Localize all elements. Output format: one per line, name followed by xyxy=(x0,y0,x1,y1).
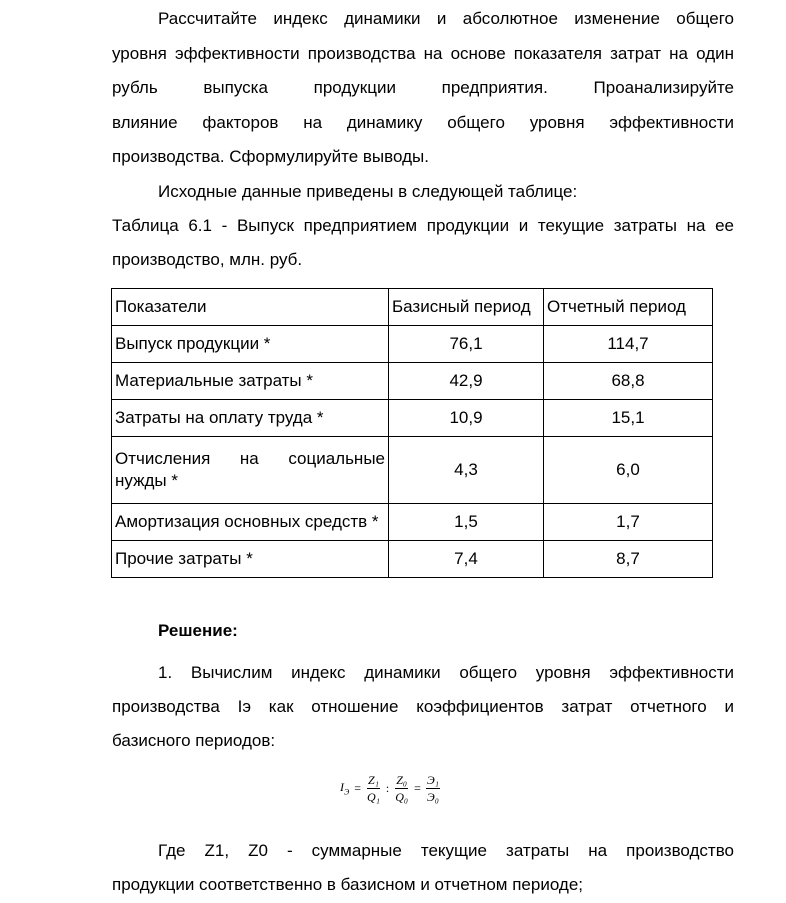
step1-line-3: базисного периодов: xyxy=(112,731,276,750)
row-name: Материальные затраты * xyxy=(112,363,389,400)
row-base: 42,9 xyxy=(389,363,544,400)
table-row xyxy=(112,400,713,437)
header-base-period: Базисный период xyxy=(389,289,544,326)
row-base: 76,1 xyxy=(389,326,544,363)
row-name: Выпуск продукции * xyxy=(112,326,389,363)
table-caption-line-1: Таблица 6.1 - Выпуск предприятием продукции и текущие затраты на ее xyxy=(112,216,734,235)
table-row xyxy=(112,504,713,541)
where-line-1: Где Z1, Z0 - суммарные текущие затраты на производство xyxy=(158,841,734,860)
task-line-3: рубль выпуска продукции предприятия. Проанализируйте xyxy=(112,78,734,97)
task-line-5: производства. Сформулируйте выводы. xyxy=(112,147,429,166)
source-note: Исходные данные приведены в следующей таблице: xyxy=(158,182,578,201)
formula-lhs: $I_Э$ xyxy=(340,780,350,797)
header-report-period: Отчетный период xyxy=(544,289,713,326)
row-name: Затраты на оплату труда * xyxy=(112,400,389,437)
row-name: Прочие затраты * xyxy=(112,541,389,578)
row-report: 68,8 xyxy=(544,363,713,400)
data-table xyxy=(111,288,713,578)
table-caption-line-2: производство, млн. руб. xyxy=(112,250,303,269)
task-line-1: Рассчитайте индекс динамики и абсолютное изменение общего xyxy=(158,9,734,28)
row-report: 1,7 xyxy=(544,504,713,541)
row-base: 7,4 xyxy=(389,541,544,578)
row-name: Амортизация основных средств * xyxy=(112,504,389,541)
task-line-2: уровня эффективности производства на основе показателя затрат на один xyxy=(112,44,734,63)
row-name: Отчисления на социальные нужды * xyxy=(112,437,389,504)
formula-divide: : xyxy=(385,781,390,795)
row-report: 6,0 xyxy=(544,437,713,504)
row-base: 4,3 xyxy=(389,437,544,504)
step1-line-2: производства Iэ как отношение коэффициентов затрат отчетного и xyxy=(112,697,734,716)
table-row xyxy=(112,541,713,578)
formula-fraction-base: $\frac{\text{Z₀}}{\text{Q₀}}$ xyxy=(395,773,409,804)
row-base: 1,5 xyxy=(389,504,544,541)
table-header-row xyxy=(112,289,713,326)
row-base: 10,9 xyxy=(389,400,544,437)
step1-line-1: 1. Вычислим индекс динамики общего уровня эффективности xyxy=(158,663,734,682)
formula-equals-2: = xyxy=(414,781,421,795)
table-row xyxy=(112,363,713,400)
where-line-2: продукции соответственно в базисном и отчетном периоде; xyxy=(112,875,583,894)
efficiency-index-formula xyxy=(340,772,440,805)
formula-fraction-report: $\frac{\text{Z₁}}{\text{Q₁}}$ xyxy=(367,773,380,804)
solution-heading: Решение: xyxy=(158,621,238,640)
table-row xyxy=(112,437,713,504)
formula-fraction-efficiency: $\frac{\text{Э₁}}{\text{Э₀}}$ xyxy=(426,773,439,804)
row-report: 15,1 xyxy=(544,400,713,437)
row-report: 114,7 xyxy=(544,326,713,363)
table-row xyxy=(112,326,713,363)
row-report: 8,7 xyxy=(544,541,713,578)
header-indicators: Показатели xyxy=(112,289,389,326)
task-line-4: влияние факторов на динамику общего уровня эффективности xyxy=(112,113,734,132)
formula-equals: = xyxy=(354,781,362,795)
